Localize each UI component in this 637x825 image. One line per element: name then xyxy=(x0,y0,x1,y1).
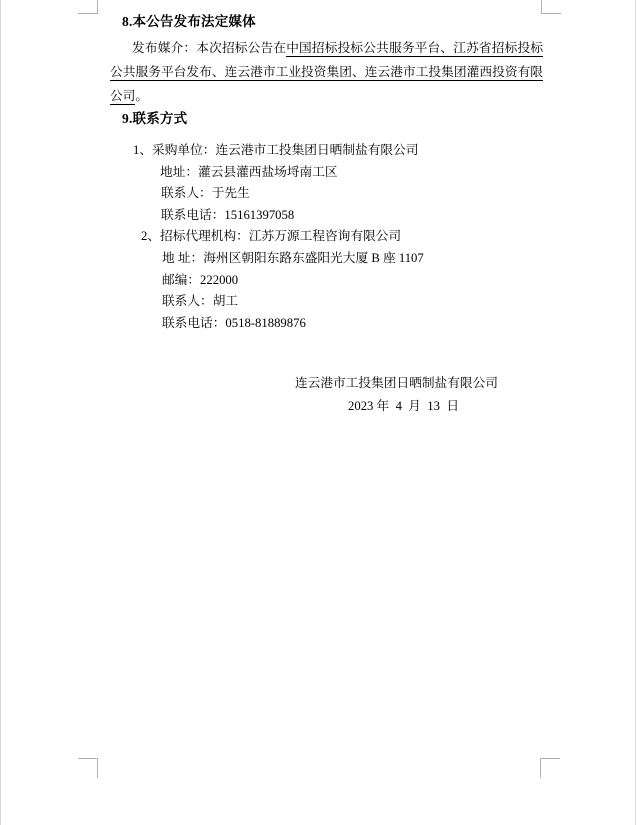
margin-crop-mark-bottom-right xyxy=(540,758,560,778)
purchaser-title-line: 1、采购单位：连云港市工投集团日晒制盐有限公司 xyxy=(133,143,419,157)
margin-crop-mark-bottom-left xyxy=(78,758,98,778)
margin-crop-mark-top-left xyxy=(78,0,98,14)
agency-phone-line: 联系电话：0518-81889876 xyxy=(162,316,306,330)
media-paragraph-period: 。 xyxy=(135,89,149,104)
margin-crop-mark-top-right xyxy=(541,0,561,14)
section-9-heading: 9.联系方式 xyxy=(122,111,188,126)
page-left-edge-line xyxy=(0,0,1,825)
purchaser-address-line: 地址：灌云县灌西盐场埒南工区 xyxy=(160,165,338,179)
agency-postcode-line: 邮编：222000 xyxy=(162,273,239,287)
media-paragraph-underlined-platforms: 中国招标投标公共服务平台、江苏省招标投标公共服务平台发布、连云港市工业投资集团、连云港市工投集团灌西投资有限公司 xyxy=(110,41,544,104)
signature-date: 2023 年 4 月 13 日 xyxy=(348,399,460,413)
agency-title-line: 2、招标代理机构：江苏万源工程咨询有限公司 xyxy=(141,229,402,243)
agency-contact-person-line: 联系人：胡工 xyxy=(162,294,239,308)
publication-media-paragraph xyxy=(110,36,543,109)
signature-company-name: 连云港市工投集团日晒制盐有限公司 xyxy=(295,376,498,390)
section-8-heading: 8.本公告发布法定媒体 xyxy=(122,14,256,29)
purchaser-contact-person-line: 联系人：于先生 xyxy=(161,186,250,200)
media-paragraph-lead: 发布媒介：本次招标公告在 xyxy=(132,41,287,55)
purchaser-phone-line: 联系电话：15161397058 xyxy=(161,208,295,222)
agency-address-line: 地 址：海州区朝阳东路东盛阳光大厦 B 座 1107 xyxy=(162,251,424,265)
page-right-edge-line xyxy=(635,0,636,825)
